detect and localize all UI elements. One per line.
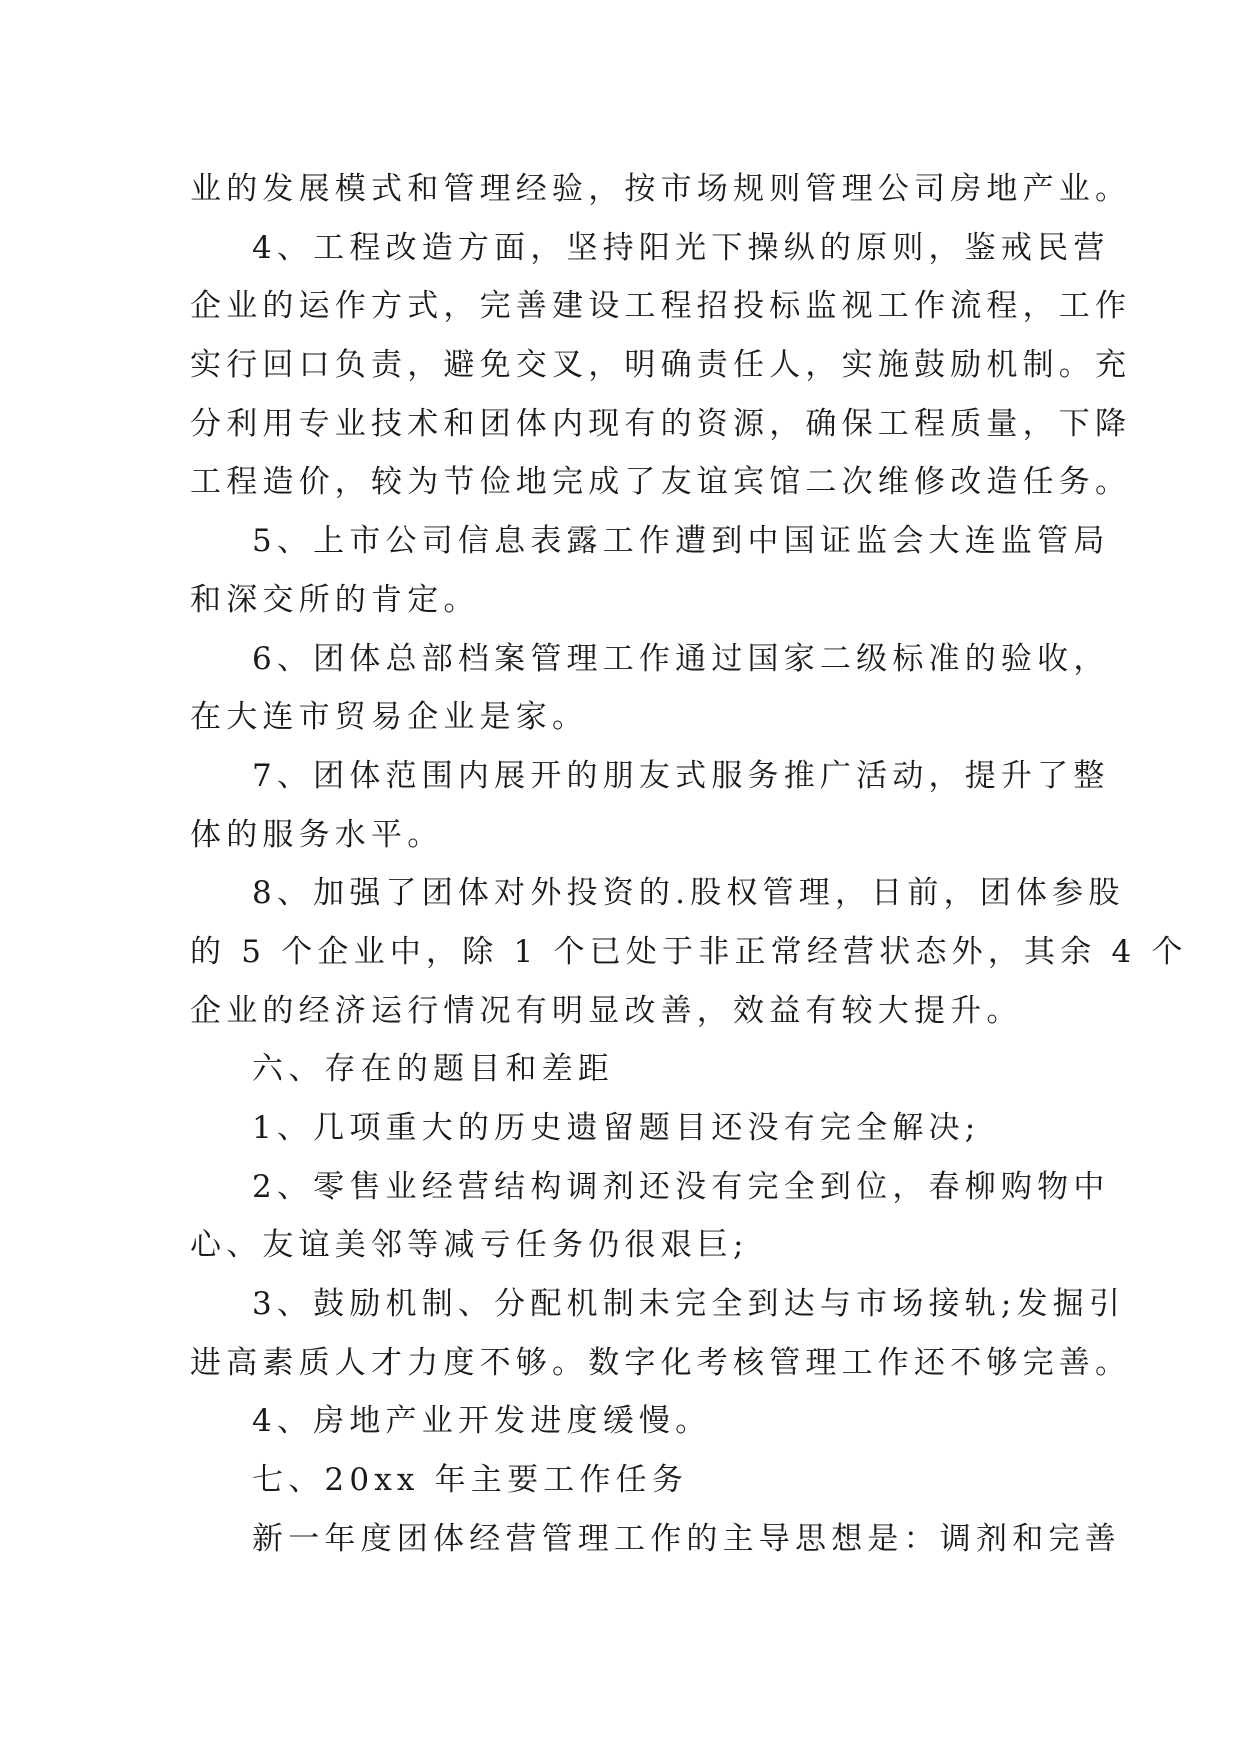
text-line: 1、几项重大的历史遗留题目还没有完全解决; — [252, 1110, 981, 1146]
text-line: 新一年度团体经营管理工作的主导思想是：调剂和完善 — [252, 1520, 1121, 1557]
text-line: 的 5 个企业中，除 1 个已处于非正常经营状态外，其余 4 个 — [190, 933, 1188, 970]
text-line: 体的服务水平。 — [190, 816, 444, 853]
text-line: 实行回口负责，避免交叉，明确责任人，实施鼓励机制。充 — [190, 347, 1132, 384]
text-line: 8、加强了团体对外投资的.股权管理，日前，团体参股 — [252, 875, 1125, 912]
text-line: 进高素质人才力度不够。数字化考核管理工作还不够完善。 — [190, 1344, 1132, 1381]
text-line: 4、房地产业开发进度缓慢。 — [252, 1403, 712, 1440]
text-line: 6、团体总部档案管理工作通过国家二级标准的验收， — [252, 640, 1110, 677]
text-line: 分利用专业技术和团体内现有的资源，确保工程质量，下降 — [190, 405, 1132, 442]
text-line: 业的发展模式和管理经验，按市场规则管理公司房地产业。 — [190, 171, 1132, 207]
section-heading: 七、20xx 年主要工作任务 — [252, 1462, 689, 1499]
text-line: 7、团体范围内展开的朋友式服务推广活动，提升了整 — [252, 757, 1110, 794]
text-line: 在大连市贸易企业是家。 — [190, 699, 589, 736]
text-line: 企业的运作方式，完善建设工程招投标监视工作流程，工作 — [190, 288, 1132, 325]
text-line: 工程造价，较为节俭地完成了友谊宾馆二次维修改造任务。 — [190, 464, 1132, 501]
text-line: 企业的经济运行情况有明显改善，效益有较大提升。 — [190, 992, 1023, 1029]
text-line: 3、鼓励机制、分配机制未完全到达与市场接轨;发掘引 — [252, 1286, 1126, 1323]
text-line: 2、零售业经营结构调剂还没有完全到位，春柳购物中 — [252, 1168, 1110, 1205]
text-line: 心、友谊美邻等减亏任务仍很艰巨; — [190, 1227, 749, 1264]
text-line: 和深交所的肯定。 — [190, 581, 480, 618]
text-line: 5、上市公司信息表露工作遭到中国证监会大连监管局 — [252, 523, 1110, 560]
text-line: 4、工程改造方面，坚持阳光下操纵的原则，鉴戒民营 — [252, 229, 1110, 266]
section-heading: 六、存在的题目和差距 — [252, 1051, 614, 1088]
body-text — [190, 160, 1188, 1569]
